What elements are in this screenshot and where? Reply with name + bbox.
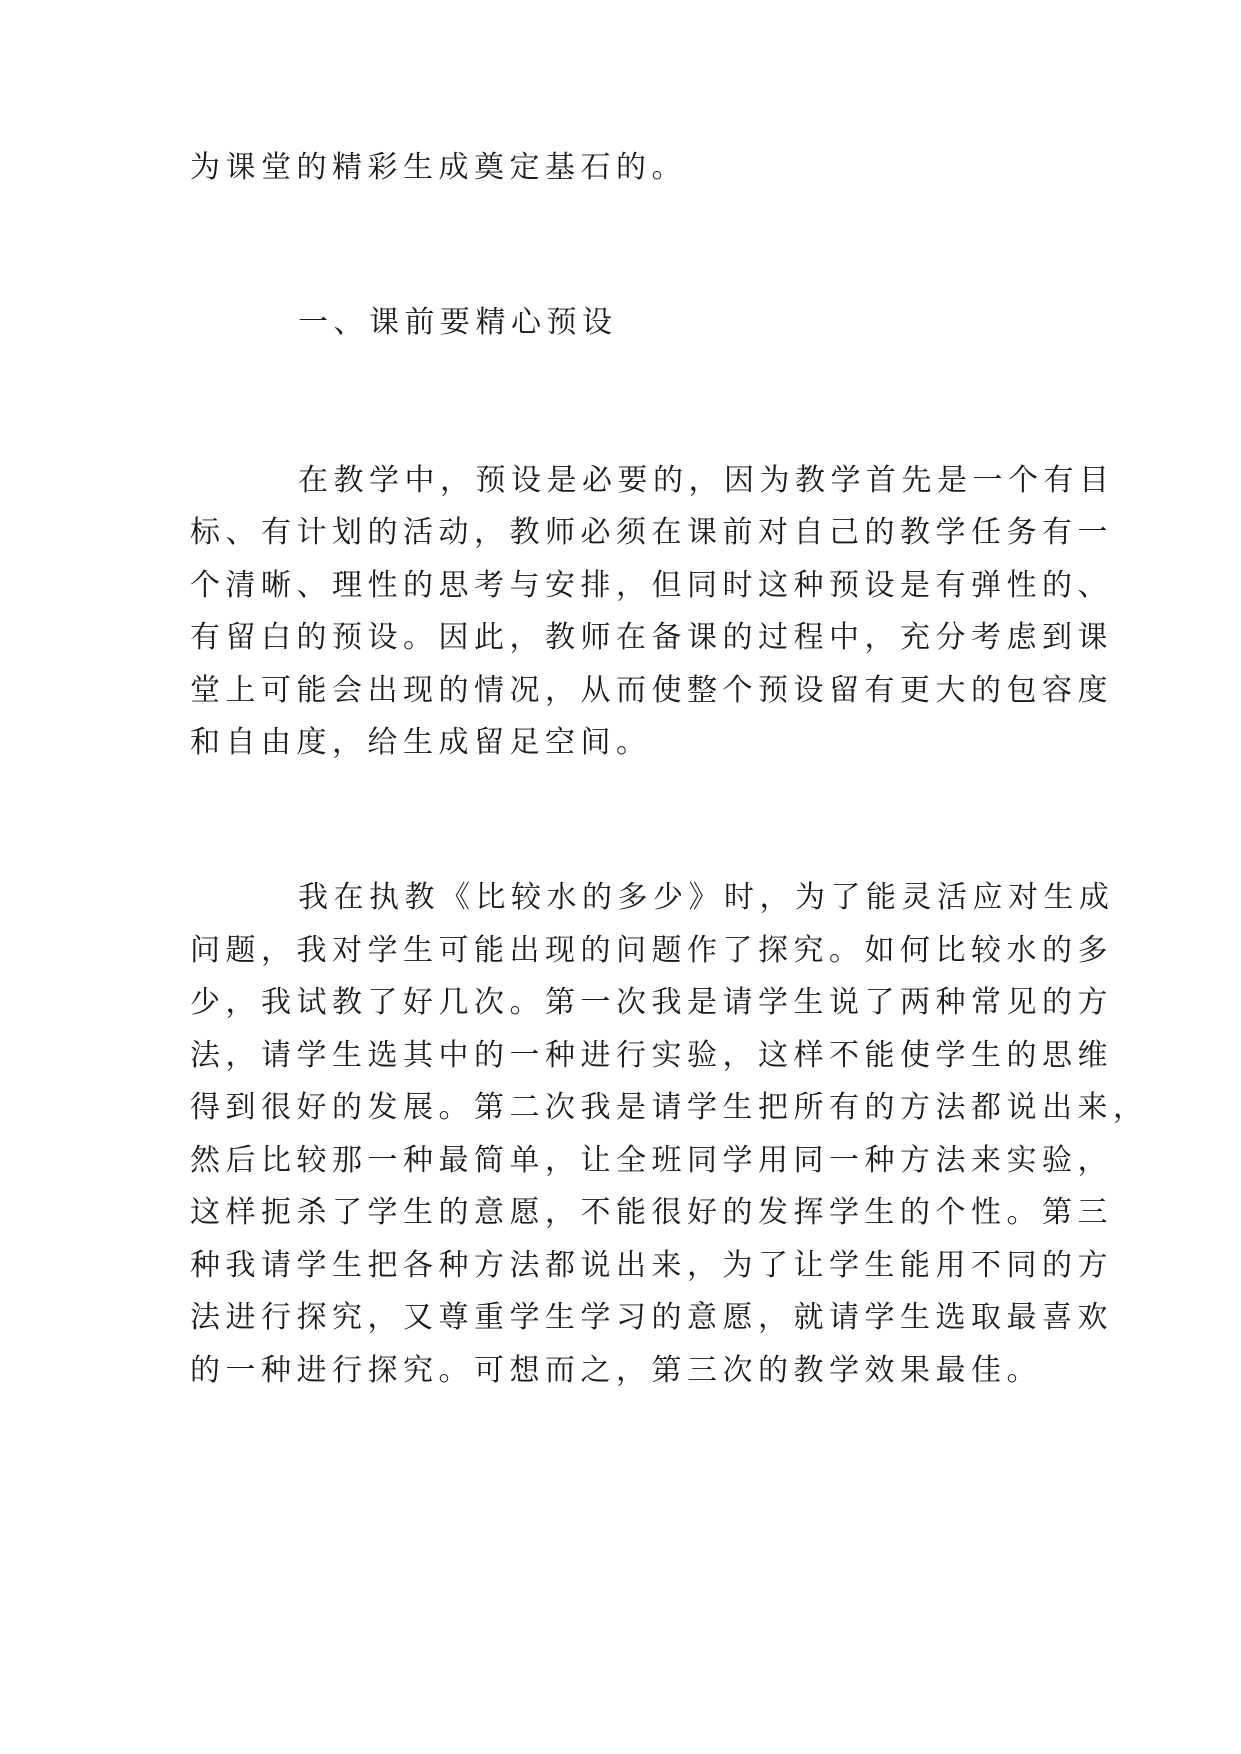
paragraph-line: 的一种进行探究。可想而之，第三次的教学效果最佳。 [190, 1353, 1042, 1388]
paragraph-line: 在教学中，预设是必要的，因为教学首先是一个有目 [298, 463, 1115, 498]
section-heading: 一、课前要精心预设 [298, 305, 618, 340]
intro-line: 为课堂的精彩生成奠定基石的。 [190, 150, 687, 185]
paragraph-line: 和自由度，给生成留足空间。 [190, 725, 652, 760]
paragraph-line: 然后比较那一种最简单，让全班同学用同一种方法来实验， [190, 1143, 1113, 1178]
paragraph-line: 种我请学生把各种方法都说出来，为了让学生能用不同的方 [190, 1248, 1113, 1283]
paragraph-line: 这样扼杀了学生的意愿，不能很好的发挥学生的个性。第三 [190, 1195, 1113, 1230]
paragraph-line: 法进行探究，又尊重学生学习的意愿，就请学生选取最喜欢 [190, 1300, 1113, 1335]
paragraph-line: 堂上可能会出现的情况，从而使整个预设留有更大的包容度 [190, 673, 1113, 708]
paragraph-line: 少，我试教了好几次。第一次我是请学生说了两种常见的方 [190, 985, 1113, 1020]
paragraph-line: 法，请学生选其中的一种进行实验，这样不能使学生的思维 [190, 1038, 1113, 1073]
paragraph-line: 得到很好的发展。第二次我是请学生把所有的方法都说出来， [190, 1090, 1149, 1125]
paragraph-line: 我在执教《比较水的多少》时，为了能灵活应对生成 [298, 880, 1115, 915]
paragraph-line: 有留白的预设。因此，教师在备课的过程中，充分考虑到课 [190, 620, 1113, 655]
paragraph-line: 标、有计划的活动，教师必须在课前对自己的教学任务有一 [190, 515, 1113, 550]
paragraph-line: 个清晰、理性的思考与安排，但同时这种预设是有弹性的、 [190, 568, 1113, 603]
paragraph-line: 问题，我对学生可能出现的问题作了探究。如何比较水的多 [190, 933, 1113, 968]
